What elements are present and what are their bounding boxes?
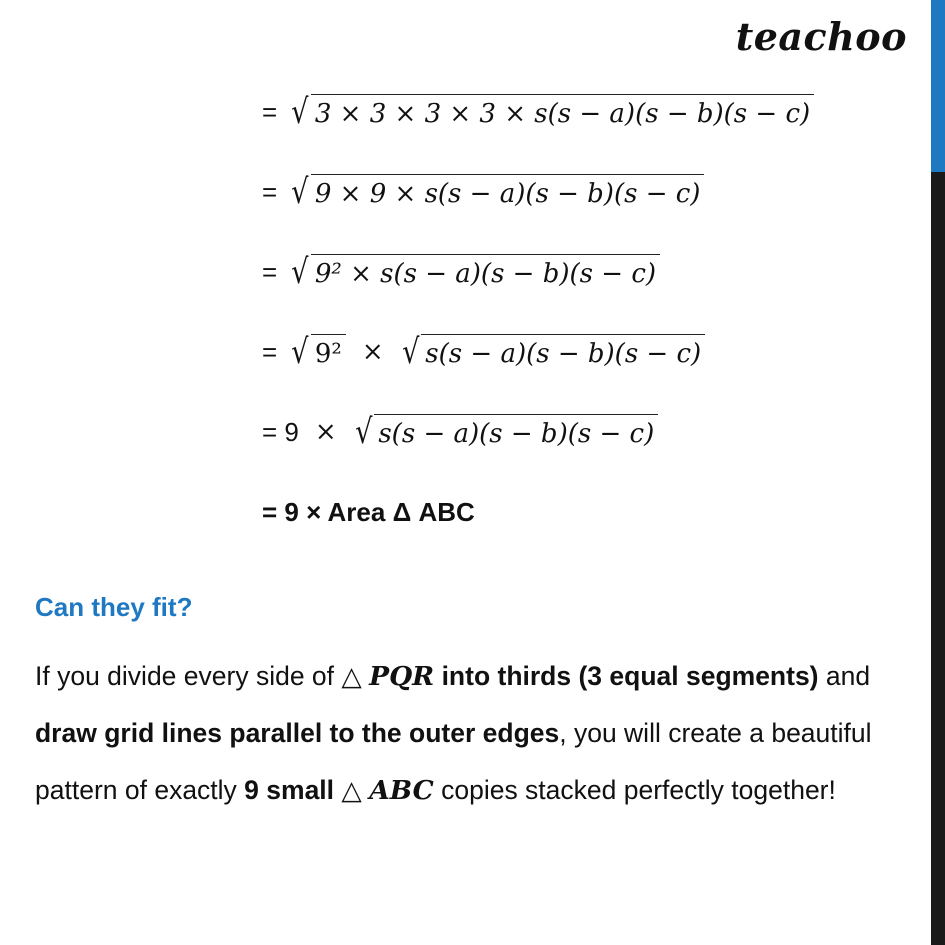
step-2 <box>262 152 820 232</box>
text-run: and <box>818 661 871 691</box>
square-root <box>289 331 346 372</box>
bold-text: into thirds (3 equal segments) <box>434 661 819 691</box>
step-5 <box>262 392 820 472</box>
scrollbar-thumb[interactable] <box>931 0 945 172</box>
equals-sign: = <box>262 256 278 287</box>
radical-icon: √ <box>401 331 420 372</box>
square-root <box>289 171 704 212</box>
radicand: s(s − a)(s − b)(s − c) <box>374 414 658 451</box>
text-run: copies stacked perfectly together! <box>433 775 836 805</box>
step-3 <box>262 232 820 312</box>
triangle-icon: △ <box>341 661 362 692</box>
square-root <box>400 331 706 372</box>
step-4 <box>262 312 820 392</box>
text-run: , you will create a beautiful pattern of exactly <box>35 718 872 805</box>
scrollbar[interactable] <box>931 0 945 945</box>
equals-sign: = <box>262 336 278 367</box>
times-sign: × <box>361 337 384 367</box>
radicand: 9 × 9 × s(s − a)(s − b)(s − c) <box>311 174 705 211</box>
final-result: = 9 × Area Δ ABC <box>262 496 475 527</box>
text-run: If you divide every side of <box>35 661 342 691</box>
equals-nine: = 9 <box>262 416 299 447</box>
radicand: s(s − a)(s − b)(s − c) <box>421 334 705 371</box>
radicand: 9² × s(s − a)(s − b)(s − c) <box>311 254 660 291</box>
radical-icon: √ <box>291 91 309 132</box>
derivation-steps <box>262 72 820 552</box>
section-heading: Can they fit? <box>35 592 193 622</box>
radical-icon: √ <box>354 411 373 452</box>
square-root <box>289 91 814 132</box>
triangle-name-abc: ABC <box>369 775 434 806</box>
square-root <box>353 411 659 452</box>
explanation-paragraph <box>35 648 915 819</box>
bold-text: draw grid lines parallel to the outer edges <box>35 718 560 748</box>
teachoo-logo: teachoo <box>735 14 907 59</box>
radical-icon: √ <box>291 331 309 372</box>
equals-sign: = <box>262 176 278 207</box>
times-sign: × <box>314 417 337 447</box>
square-root <box>289 251 660 292</box>
radicand: 3 × 3 × 3 × 3 × s(s − a)(s − b)(s − c) <box>311 94 814 131</box>
radicand: 9² <box>311 334 346 371</box>
triangle-icon: △ <box>341 775 362 806</box>
step-1 <box>262 72 820 152</box>
triangle-name-pqr: PQR <box>369 661 435 692</box>
bold-text: 9 small <box>244 775 335 805</box>
radical-icon: √ <box>291 251 309 292</box>
equals-sign: = <box>262 96 278 127</box>
radical-icon: √ <box>291 171 309 212</box>
